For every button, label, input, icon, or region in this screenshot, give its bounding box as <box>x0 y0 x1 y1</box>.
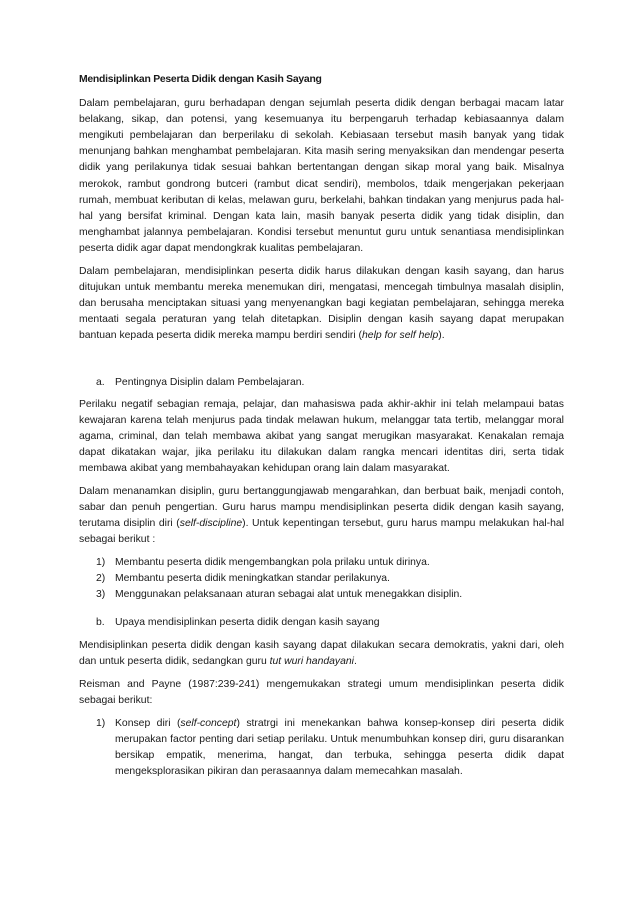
italic-term: tut wuri handayani <box>269 655 354 667</box>
list-marker: 2) <box>96 573 106 585</box>
section-b-heading <box>96 615 564 631</box>
document-page <box>79 72 564 780</box>
list-item <box>96 587 564 603</box>
list-marker: 1) <box>96 717 106 729</box>
text: Konsep diri ( <box>115 717 181 729</box>
text: ). <box>438 330 445 342</box>
list-text: Menggunakan pelaksanaan aturan sebagai alat untuk menegakkan disiplin. <box>115 589 463 601</box>
list-item <box>96 571 564 587</box>
paragraph-reisman-payne: Reisman and Payne (1987:239-241) mengemukakan strategi umum mendisiplinkan peserta didik sebagai berikut: <box>79 678 564 706</box>
strategy-item <box>96 716 564 780</box>
list-marker: 3) <box>96 589 106 601</box>
list-item <box>96 555 564 571</box>
italic-term: help for self help <box>362 330 439 342</box>
section-marker: a. <box>96 376 105 388</box>
italic-term: self-concept <box>180 717 237 729</box>
text: Dalam menanamkan disiplin, guru bertanggungjawab mengarahkan, dan berbuat baik, menjadi contoh, sabar dan penuh pengertian. Guru harus mampu mendisiplinkan peserta didik dengan kasih sayang, terutama disiplin diri ( <box>79 486 564 530</box>
section-marker: b. <box>96 617 105 629</box>
text: ) stratrgi ini menekankan bahwa konsep-konsep diri peserta didik merupakan factor penting dari setiap perilaku. Untuk menumbuhkan konsep diri, guru disarankan bersikap empatik, menerima, hangat, dan terbuka, sehingga peserta didik dapat mengeksplorasikan pikiran dan perasaannya dalam memecahkan masalah. <box>115 717 564 778</box>
list-text: Membantu peserta didik mengembangkan pola prilaku untuk dirinya. <box>115 557 430 569</box>
list-text: Membantu peserta didik meningkatkan standar perilakunya. <box>115 573 390 585</box>
teacher-actions-list <box>96 555 564 603</box>
text: . <box>353 655 357 667</box>
section-a-heading <box>96 375 564 391</box>
paragraph-teacher-role <box>79 484 564 548</box>
paragraph-discipline-love <box>79 264 564 344</box>
paragraph-intro: Dalam pembelajaran, guru berhadapan dengan sejumlah peserta didik dengan berbagai macam latar belakang, sikap, dan potensi, yang kesemuanya itu berpengaruh terhadap kebiasaannya dalam mengikuti pembelajaran dan berperilaku di sekolah. Kebiasaan tersebut masih banyak yang tidak menunjang bahkan menghambat pembelajaran. Kita masih sering menyaksikan dan mendengar peserta didik yang perilakunya tidak sesuai bahkan bertentangan dengan sikap moral yang baik. Misalnya merokok, rambut gondrong butceri (rambut dicat sendiri), membolos, tdaik mengerjakan pekerjaan rumah, membuat keributan di kelas, melawan guru, berkelahi, bahkan tindakan yang menjurus pada hal-hal yang bersifat kriminal. Dengan kata lain, masih banyak peserta didik yang tidak disiplin, dan menghambat jalannya pembelajaran. Kondisi tersebut menuntut guru untuk senantiasa mendisiplinkan peserta didik agar dapat mendongkrak kualitas pembelajaran. <box>79 98 564 254</box>
section-title: Upaya mendisiplinkan peserta didik dengan kasih sayang <box>115 617 380 629</box>
italic-term: self-discipline <box>179 518 243 530</box>
document-title: Mendisiplinkan Peserta Didik dengan Kasih Sayang <box>79 74 322 85</box>
strategy-text <box>115 716 564 780</box>
text: Dalam pembelajaran, mendisiplinkan peserta didik harus dilakukan dengan kasih sayang, dan harus ditujukan untuk membantu mereka menemukan diri, mengatasi, mencegah timbulnya masalah disiplin, dan berusaha menciptakan situasi yang menyenangkan bagi kegiatan pembelajaran, sehingga mereka mentaati segala peraturan yang telah ditetapkan. Disiplin dengan kasih sayang dapat merupakan bantuan kepada peserta didik mereka mampu berdiri sendiri ( <box>79 266 564 342</box>
section-title: Pentingnya Disiplin dalam Pembelajaran. <box>115 376 305 388</box>
paragraph-democratic <box>79 638 564 670</box>
text: Mendisiplinkan peserta didik dengan kasih sayang dapat dilakukan secara demokratis, yakni dari, oleh dan untuk peserta didik, sedangkan guru <box>79 639 564 667</box>
text: ). Untuk kepentingan tersebut, guru harus mampu melakukan hal-hal sebagai berikut : <box>79 518 565 546</box>
paragraph-negative-behavior: Perilaku negatif sebagian remaja, pelajar, dan mahasiswa pada akhir-akhir ini telah melampaui batas kewajaran karena telah menjurus pada tindak melawan hukum, melanggar tata tertib, melanggar moral agama, criminal, dan telah membawa akibat yang sangat merugikan masyarakat. Kenakalan remaja dapat dikatakan wajar, jika perilaku itu dilakukan dalam rangka mencari identitas diri, serta tidak membawa akibat yang membahayakan kehidupan orang lain dalam masyarakat. <box>79 398 564 474</box>
list-marker: 1) <box>96 557 106 569</box>
